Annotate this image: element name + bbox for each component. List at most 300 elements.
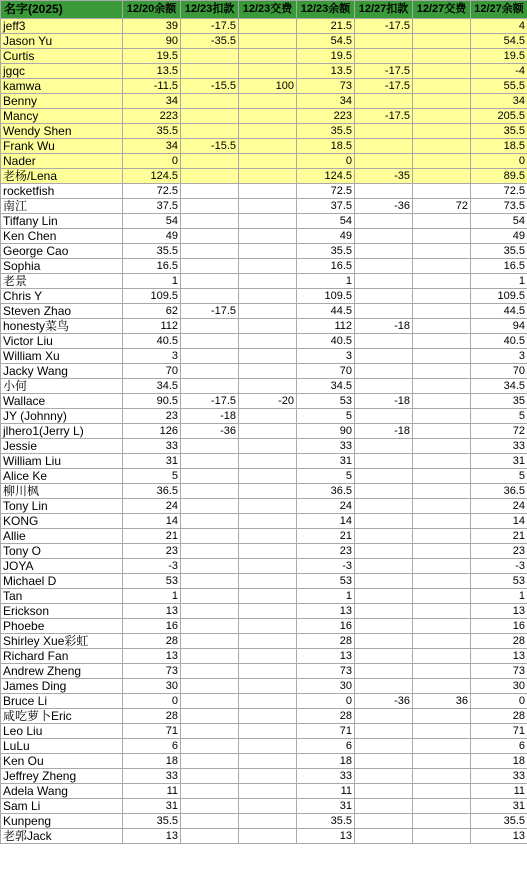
payment-1227-cell[interactable] <box>413 709 471 724</box>
name-cell[interactable]: George Cao <box>1 244 123 259</box>
deduction-1223-cell[interactable]: -18 <box>181 409 239 424</box>
deduction-1223-cell[interactable] <box>181 64 239 79</box>
deduction-1223-cell[interactable] <box>181 439 239 454</box>
name-cell[interactable]: honesty菜鸟 <box>1 319 123 334</box>
payment-1227-cell[interactable] <box>413 604 471 619</box>
balance-1227-cell[interactable]: 31 <box>471 799 527 814</box>
deduction-1227-cell[interactable] <box>355 229 413 244</box>
deduction-1223-cell[interactable] <box>181 544 239 559</box>
balance-1223-cell[interactable]: 16 <box>297 619 355 634</box>
payment-1223-cell[interactable] <box>239 214 297 229</box>
deduction-1227-cell[interactable] <box>355 94 413 109</box>
payment-1223-cell[interactable] <box>239 199 297 214</box>
payment-1223-cell[interactable] <box>239 19 297 34</box>
balance-1223-cell[interactable]: 109.5 <box>297 289 355 304</box>
deduction-1223-cell[interactable] <box>181 334 239 349</box>
deduction-1223-cell[interactable]: -15.5 <box>181 139 239 154</box>
payment-1223-cell[interactable] <box>239 379 297 394</box>
name-cell[interactable]: Jessie <box>1 439 123 454</box>
payment-1223-cell[interactable] <box>239 64 297 79</box>
payment-1223-cell[interactable] <box>239 784 297 799</box>
balance-1220-cell[interactable]: -3 <box>123 559 181 574</box>
balance-1223-cell[interactable]: 31 <box>297 799 355 814</box>
payment-1223-cell[interactable] <box>239 124 297 139</box>
balance-1220-cell[interactable]: 23 <box>123 409 181 424</box>
payment-1227-cell[interactable] <box>413 754 471 769</box>
payment-1227-cell[interactable] <box>413 724 471 739</box>
balance-1220-cell[interactable]: 34.5 <box>123 379 181 394</box>
name-cell[interactable]: Jeffrey Zheng <box>1 769 123 784</box>
name-cell[interactable]: Nader <box>1 154 123 169</box>
name-cell[interactable]: Shirley Xue彩虹 <box>1 634 123 649</box>
name-cell[interactable]: Leo Liu <box>1 724 123 739</box>
deduction-1227-cell[interactable] <box>355 289 413 304</box>
deduction-1227-cell[interactable] <box>355 124 413 139</box>
deduction-1223-cell[interactable] <box>181 49 239 64</box>
name-cell[interactable]: Allie <box>1 529 123 544</box>
deduction-1227-cell[interactable] <box>355 529 413 544</box>
balance-1223-cell[interactable]: 34 <box>297 94 355 109</box>
deduction-1223-cell[interactable] <box>181 484 239 499</box>
balance-1223-cell[interactable]: 54 <box>297 214 355 229</box>
balance-1227-cell[interactable]: 70 <box>471 364 527 379</box>
balance-1220-cell[interactable]: 16 <box>123 619 181 634</box>
payment-1223-cell[interactable] <box>239 544 297 559</box>
payment-1227-cell[interactable] <box>413 304 471 319</box>
name-cell[interactable]: Michael D <box>1 574 123 589</box>
name-cell[interactable]: kamwa <box>1 79 123 94</box>
balance-1220-cell[interactable]: 36.5 <box>123 484 181 499</box>
name-cell[interactable]: jeff3 <box>1 19 123 34</box>
balance-1227-cell[interactable]: 73.5 <box>471 199 527 214</box>
deduction-1227-cell[interactable] <box>355 589 413 604</box>
name-cell[interactable]: 柳川枫 <box>1 484 123 499</box>
balance-1220-cell[interactable]: 40.5 <box>123 334 181 349</box>
name-cell[interactable]: LuLu <box>1 739 123 754</box>
balance-1220-cell[interactable]: 13 <box>123 829 181 844</box>
deduction-1227-cell[interactable] <box>355 34 413 49</box>
balance-1227-cell[interactable]: 40.5 <box>471 334 527 349</box>
deduction-1223-cell[interactable] <box>181 229 239 244</box>
balance-1223-cell[interactable]: 31 <box>297 454 355 469</box>
payment-1227-cell[interactable] <box>413 739 471 754</box>
balance-1223-cell[interactable]: 54.5 <box>297 34 355 49</box>
name-cell[interactable]: 南江 <box>1 199 123 214</box>
balance-1220-cell[interactable]: 34 <box>123 139 181 154</box>
deduction-1227-cell[interactable] <box>355 799 413 814</box>
balance-1227-cell[interactable]: 28 <box>471 634 527 649</box>
balance-1220-cell[interactable]: 28 <box>123 634 181 649</box>
payment-1227-cell[interactable] <box>413 319 471 334</box>
balance-1227-cell[interactable]: -4 <box>471 64 527 79</box>
balance-1227-cell[interactable]: 0 <box>471 154 527 169</box>
name-cell[interactable]: Steven Zhao <box>1 304 123 319</box>
payment-1223-cell[interactable] <box>239 109 297 124</box>
deduction-1227-cell[interactable] <box>355 244 413 259</box>
balance-1227-cell[interactable]: 6 <box>471 739 527 754</box>
deduction-1227-cell[interactable] <box>355 439 413 454</box>
deduction-1227-cell[interactable] <box>355 484 413 499</box>
payment-1223-cell[interactable] <box>239 334 297 349</box>
name-cell[interactable]: 咸吃萝卜Eric <box>1 709 123 724</box>
balance-1220-cell[interactable]: 1 <box>123 274 181 289</box>
deduction-1223-cell[interactable] <box>181 769 239 784</box>
deduction-1223-cell[interactable] <box>181 679 239 694</box>
payment-1223-cell[interactable] <box>239 499 297 514</box>
balance-1220-cell[interactable]: 21 <box>123 529 181 544</box>
payment-1227-cell[interactable] <box>413 334 471 349</box>
payment-1227-cell[interactable] <box>413 469 471 484</box>
name-cell[interactable]: Phoebe <box>1 619 123 634</box>
payment-1227-cell[interactable] <box>413 769 471 784</box>
deduction-1223-cell[interactable] <box>181 154 239 169</box>
balance-1227-cell[interactable]: 0 <box>471 694 527 709</box>
payment-1227-cell[interactable] <box>413 109 471 124</box>
deduction-1227-cell[interactable] <box>355 499 413 514</box>
balance-1223-cell[interactable]: 36.5 <box>297 484 355 499</box>
balance-1220-cell[interactable]: 13 <box>123 649 181 664</box>
payment-1223-cell[interactable] <box>239 649 297 664</box>
balance-1227-cell[interactable]: -3 <box>471 559 527 574</box>
deduction-1223-cell[interactable] <box>181 634 239 649</box>
payment-1223-cell[interactable] <box>239 289 297 304</box>
deduction-1223-cell[interactable] <box>181 664 239 679</box>
balance-1223-cell[interactable]: 28 <box>297 634 355 649</box>
balance-1220-cell[interactable]: 31 <box>123 799 181 814</box>
balance-1227-cell[interactable]: 73 <box>471 664 527 679</box>
balance-1220-cell[interactable]: 28 <box>123 709 181 724</box>
payment-1223-cell[interactable] <box>239 769 297 784</box>
payment-1227-cell[interactable] <box>413 379 471 394</box>
balance-1223-cell[interactable]: 19.5 <box>297 49 355 64</box>
deduction-1223-cell[interactable] <box>181 244 239 259</box>
balance-1220-cell[interactable]: 49 <box>123 229 181 244</box>
balance-1220-cell[interactable]: 24 <box>123 499 181 514</box>
balance-1227-cell[interactable]: 35.5 <box>471 124 527 139</box>
payment-1223-cell[interactable] <box>239 574 297 589</box>
deduction-1227-cell[interactable] <box>355 184 413 199</box>
deduction-1223-cell[interactable] <box>181 454 239 469</box>
deduction-1223-cell[interactable] <box>181 649 239 664</box>
payment-1227-cell[interactable] <box>413 664 471 679</box>
balance-1223-cell[interactable]: 37.5 <box>297 199 355 214</box>
name-cell[interactable]: 老景 <box>1 274 123 289</box>
balance-1227-cell[interactable]: 1 <box>471 274 527 289</box>
deduction-1227-cell[interactable] <box>355 49 413 64</box>
balance-1220-cell[interactable]: 13 <box>123 604 181 619</box>
deduction-1227-cell[interactable] <box>355 649 413 664</box>
balance-1220-cell[interactable]: 23 <box>123 544 181 559</box>
name-cell[interactable]: Erickson <box>1 604 123 619</box>
payment-1223-cell[interactable] <box>239 139 297 154</box>
balance-1227-cell[interactable]: 13 <box>471 649 527 664</box>
balance-1227-cell[interactable]: 31 <box>471 454 527 469</box>
balance-1223-cell[interactable]: 1 <box>297 589 355 604</box>
payment-1223-cell[interactable] <box>239 184 297 199</box>
balance-1220-cell[interactable]: 33 <box>123 439 181 454</box>
deduction-1227-cell[interactable] <box>355 409 413 424</box>
balance-1227-cell[interactable]: 21 <box>471 529 527 544</box>
name-cell[interactable]: Kunpeng <box>1 814 123 829</box>
deduction-1223-cell[interactable] <box>181 124 239 139</box>
deduction-1223-cell[interactable] <box>181 319 239 334</box>
balance-1227-cell[interactable]: 72 <box>471 424 527 439</box>
balance-1227-cell[interactable]: 44.5 <box>471 304 527 319</box>
balance-1220-cell[interactable]: 18 <box>123 754 181 769</box>
balance-1227-cell[interactable]: 53 <box>471 574 527 589</box>
name-cell[interactable]: Benny <box>1 94 123 109</box>
deduction-1227-cell[interactable] <box>355 784 413 799</box>
payment-1223-cell[interactable] <box>239 814 297 829</box>
balance-1220-cell[interactable]: -11.5 <box>123 79 181 94</box>
header-1227-balance[interactable]: 12/27余额 <box>471 1 527 19</box>
balance-1220-cell[interactable]: 16.5 <box>123 259 181 274</box>
balance-1223-cell[interactable]: 18.5 <box>297 139 355 154</box>
deduction-1227-cell[interactable] <box>355 454 413 469</box>
payment-1223-cell[interactable] <box>239 559 297 574</box>
deduction-1227-cell[interactable]: -18 <box>355 394 413 409</box>
deduction-1223-cell[interactable] <box>181 559 239 574</box>
payment-1223-cell[interactable] <box>239 694 297 709</box>
deduction-1223-cell[interactable] <box>181 169 239 184</box>
payment-1227-cell[interactable] <box>413 649 471 664</box>
payment-1227-cell[interactable] <box>413 34 471 49</box>
deduction-1227-cell[interactable]: -36 <box>355 694 413 709</box>
deduction-1223-cell[interactable] <box>181 694 239 709</box>
payment-1227-cell[interactable] <box>413 574 471 589</box>
name-cell[interactable]: Tan <box>1 589 123 604</box>
deduction-1223-cell[interactable] <box>181 814 239 829</box>
balance-1223-cell[interactable]: 0 <box>297 154 355 169</box>
balance-1220-cell[interactable]: 34 <box>123 94 181 109</box>
deduction-1223-cell[interactable] <box>181 499 239 514</box>
balance-1220-cell[interactable]: 70 <box>123 364 181 379</box>
payment-1223-cell[interactable]: 100 <box>239 79 297 94</box>
name-cell[interactable]: Sophia <box>1 259 123 274</box>
balance-1223-cell[interactable]: 21.5 <box>297 19 355 34</box>
payment-1223-cell[interactable] <box>239 604 297 619</box>
name-cell[interactable]: Victor Liu <box>1 334 123 349</box>
balance-1223-cell[interactable]: 40.5 <box>297 334 355 349</box>
balance-1227-cell[interactable]: 72.5 <box>471 184 527 199</box>
balance-1223-cell[interactable]: 23 <box>297 544 355 559</box>
balance-1223-cell[interactable]: 124.5 <box>297 169 355 184</box>
deduction-1223-cell[interactable] <box>181 289 239 304</box>
payment-1223-cell[interactable] <box>239 484 297 499</box>
payment-1227-cell[interactable] <box>413 784 471 799</box>
payment-1227-cell[interactable] <box>413 124 471 139</box>
payment-1227-cell[interactable] <box>413 544 471 559</box>
payment-1223-cell[interactable] <box>239 364 297 379</box>
deduction-1227-cell[interactable]: -18 <box>355 319 413 334</box>
name-cell[interactable]: Chris Y <box>1 289 123 304</box>
balance-1220-cell[interactable]: 6 <box>123 739 181 754</box>
balance-1223-cell[interactable]: 30 <box>297 679 355 694</box>
payment-1223-cell[interactable] <box>239 679 297 694</box>
payment-1223-cell[interactable] <box>239 244 297 259</box>
name-cell[interactable]: Andrew Zheng <box>1 664 123 679</box>
payment-1227-cell[interactable] <box>413 349 471 364</box>
balance-1227-cell[interactable]: 35.5 <box>471 244 527 259</box>
payment-1223-cell[interactable] <box>239 739 297 754</box>
payment-1227-cell[interactable] <box>413 814 471 829</box>
balance-1223-cell[interactable]: 18 <box>297 754 355 769</box>
balance-1223-cell[interactable]: 33 <box>297 439 355 454</box>
payment-1227-cell[interactable] <box>413 439 471 454</box>
balance-1227-cell[interactable]: 49 <box>471 229 527 244</box>
payment-1227-cell[interactable] <box>413 424 471 439</box>
balance-1227-cell[interactable]: 23 <box>471 544 527 559</box>
balance-1223-cell[interactable]: 33 <box>297 769 355 784</box>
balance-1220-cell[interactable]: 39 <box>123 19 181 34</box>
payment-1223-cell[interactable] <box>239 709 297 724</box>
deduction-1223-cell[interactable] <box>181 784 239 799</box>
balance-1223-cell[interactable]: 13 <box>297 829 355 844</box>
balance-1227-cell[interactable]: 109.5 <box>471 289 527 304</box>
balance-1227-cell[interactable]: 16.5 <box>471 259 527 274</box>
payment-1227-cell[interactable] <box>413 64 471 79</box>
payment-1227-cell[interactable] <box>413 229 471 244</box>
balance-1227-cell[interactable]: 30 <box>471 679 527 694</box>
deduction-1227-cell[interactable] <box>355 274 413 289</box>
name-cell[interactable]: James Ding <box>1 679 123 694</box>
balance-1220-cell[interactable]: 37.5 <box>123 199 181 214</box>
balance-1223-cell[interactable]: 53 <box>297 574 355 589</box>
deduction-1227-cell[interactable] <box>355 514 413 529</box>
name-cell[interactable]: Richard Fan <box>1 649 123 664</box>
name-cell[interactable]: Tiffany Lin <box>1 214 123 229</box>
deduction-1227-cell[interactable] <box>355 469 413 484</box>
payment-1227-cell[interactable] <box>413 94 471 109</box>
balance-1227-cell[interactable]: 14 <box>471 514 527 529</box>
name-cell[interactable]: William Xu <box>1 349 123 364</box>
balance-1223-cell[interactable]: 53 <box>297 394 355 409</box>
balance-1227-cell[interactable]: 4 <box>471 19 527 34</box>
balance-1220-cell[interactable]: 62 <box>123 304 181 319</box>
name-cell[interactable]: Jason Yu <box>1 34 123 49</box>
header-1223-deduction[interactable]: 12/23扣款 <box>181 1 239 19</box>
payment-1227-cell[interactable] <box>413 454 471 469</box>
deduction-1227-cell[interactable] <box>355 349 413 364</box>
balance-1220-cell[interactable]: 31 <box>123 454 181 469</box>
deduction-1223-cell[interactable]: -17.5 <box>181 19 239 34</box>
payment-1227-cell[interactable] <box>413 409 471 424</box>
balance-1220-cell[interactable]: 126 <box>123 424 181 439</box>
deduction-1223-cell[interactable] <box>181 469 239 484</box>
balance-1223-cell[interactable]: 35.5 <box>297 814 355 829</box>
deduction-1223-cell[interactable] <box>181 514 239 529</box>
balance-1227-cell[interactable]: 34 <box>471 94 527 109</box>
name-cell[interactable]: 老杨/Lena <box>1 169 123 184</box>
name-cell[interactable]: 小何 <box>1 379 123 394</box>
payment-1223-cell[interactable] <box>239 439 297 454</box>
balance-1220-cell[interactable]: 109.5 <box>123 289 181 304</box>
deduction-1223-cell[interactable] <box>181 109 239 124</box>
deduction-1227-cell[interactable]: -17.5 <box>355 19 413 34</box>
balance-1220-cell[interactable]: 90.5 <box>123 394 181 409</box>
balance-1220-cell[interactable]: 19.5 <box>123 49 181 64</box>
balance-1227-cell[interactable]: 36.5 <box>471 484 527 499</box>
balance-1227-cell[interactable]: 18 <box>471 754 527 769</box>
name-cell[interactable]: Sam Li <box>1 799 123 814</box>
payment-1223-cell[interactable] <box>239 829 297 844</box>
payment-1223-cell[interactable] <box>239 514 297 529</box>
deduction-1227-cell[interactable]: -17.5 <box>355 79 413 94</box>
balance-1223-cell[interactable]: 28 <box>297 709 355 724</box>
balance-1227-cell[interactable]: 35 <box>471 394 527 409</box>
balance-1227-cell[interactable]: 34.5 <box>471 379 527 394</box>
balance-1223-cell[interactable]: 0 <box>297 694 355 709</box>
balance-1227-cell[interactable]: 94 <box>471 319 527 334</box>
deduction-1227-cell[interactable] <box>355 724 413 739</box>
payment-1227-cell[interactable] <box>413 154 471 169</box>
payment-1227-cell[interactable] <box>413 49 471 64</box>
deduction-1227-cell[interactable] <box>355 664 413 679</box>
name-cell[interactable]: jgqc <box>1 64 123 79</box>
name-cell[interactable]: jlhero1(Jerry L) <box>1 424 123 439</box>
payment-1227-cell[interactable]: 72 <box>413 199 471 214</box>
balance-1223-cell[interactable]: 49 <box>297 229 355 244</box>
name-cell[interactable]: JY (Johnny) <box>1 409 123 424</box>
payment-1223-cell[interactable] <box>239 754 297 769</box>
name-cell[interactable]: JOYA <box>1 559 123 574</box>
deduction-1223-cell[interactable] <box>181 574 239 589</box>
deduction-1227-cell[interactable]: -36 <box>355 199 413 214</box>
deduction-1227-cell[interactable]: -17.5 <box>355 64 413 79</box>
payment-1227-cell[interactable] <box>413 514 471 529</box>
payment-1227-cell[interactable] <box>413 634 471 649</box>
payment-1227-cell[interactable] <box>413 484 471 499</box>
balance-1223-cell[interactable]: 5 <box>297 469 355 484</box>
deduction-1223-cell[interactable] <box>181 214 239 229</box>
balance-1220-cell[interactable]: 1 <box>123 589 181 604</box>
deduction-1223-cell[interactable] <box>181 739 239 754</box>
payment-1223-cell[interactable] <box>239 454 297 469</box>
name-cell[interactable]: Frank Wu <box>1 139 123 154</box>
name-cell[interactable]: KONG <box>1 514 123 529</box>
balance-1227-cell[interactable]: 33 <box>471 439 527 454</box>
balance-1227-cell[interactable]: 54 <box>471 214 527 229</box>
header-1227-deduction[interactable]: 12/27扣款 <box>355 1 413 19</box>
payment-1223-cell[interactable] <box>239 619 297 634</box>
payment-1223-cell[interactable] <box>239 154 297 169</box>
balance-1220-cell[interactable]: 0 <box>123 154 181 169</box>
deduction-1227-cell[interactable]: -17.5 <box>355 109 413 124</box>
payment-1223-cell[interactable] <box>239 724 297 739</box>
name-cell[interactable]: Ken Chen <box>1 229 123 244</box>
name-cell[interactable]: Curtis <box>1 49 123 64</box>
deduction-1227-cell[interactable] <box>355 334 413 349</box>
header-1227-payment[interactable]: 12/27交费 <box>413 1 471 19</box>
balance-1227-cell[interactable]: 13 <box>471 604 527 619</box>
balance-1220-cell[interactable]: 124.5 <box>123 169 181 184</box>
payment-1223-cell[interactable] <box>239 589 297 604</box>
balance-1223-cell[interactable]: 14 <box>297 514 355 529</box>
balance-1220-cell[interactable]: 30 <box>123 679 181 694</box>
payment-1227-cell[interactable] <box>413 139 471 154</box>
payment-1227-cell[interactable] <box>413 169 471 184</box>
payment-1227-cell[interactable] <box>413 244 471 259</box>
deduction-1223-cell[interactable] <box>181 379 239 394</box>
deduction-1227-cell[interactable] <box>355 364 413 379</box>
payment-1223-cell[interactable] <box>239 304 297 319</box>
payment-1223-cell[interactable] <box>239 34 297 49</box>
balance-1227-cell[interactable]: 18.5 <box>471 139 527 154</box>
payment-1223-cell[interactable] <box>239 259 297 274</box>
balance-1223-cell[interactable]: 21 <box>297 529 355 544</box>
header-name[interactable]: 名字(2025) <box>1 1 123 19</box>
balance-1223-cell[interactable]: 34.5 <box>297 379 355 394</box>
